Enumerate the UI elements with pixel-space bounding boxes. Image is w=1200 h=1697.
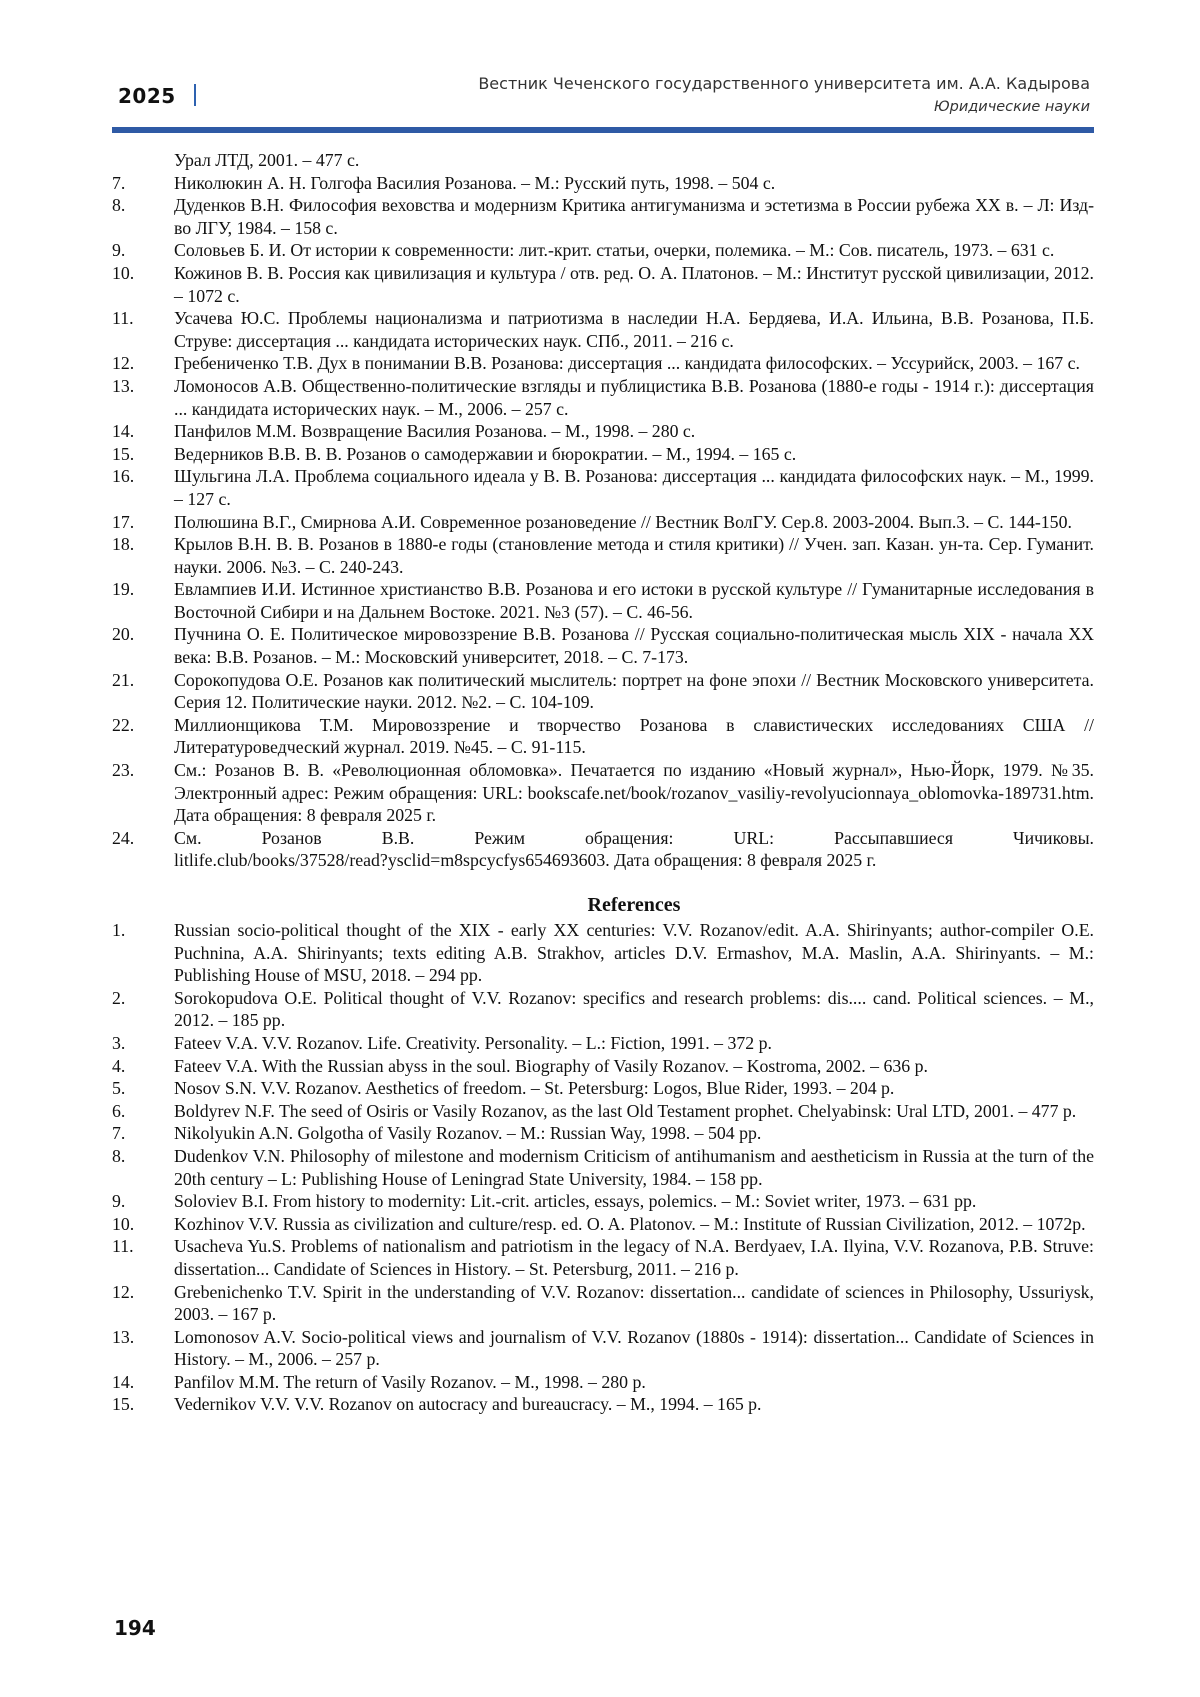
entry-text: Шульгина Л.А. Проблема социального идеала у В. В. Розанова: диссертация ... кандидата философских наук. – М., 1999. – 127 с. (174, 465, 1094, 510)
entry-number: 8. (112, 194, 174, 239)
literature-entry (112, 239, 1094, 262)
entry-number: 9. (112, 1190, 174, 1213)
entry-number: 19. (112, 578, 174, 623)
entry-number: 22. (112, 714, 174, 759)
entry-number: 13. (112, 1326, 174, 1371)
entry-number: 16. (112, 465, 174, 510)
header-rule (112, 127, 1094, 133)
literature-list (112, 172, 1094, 827)
entry-text: Soloviev B.I. From history to modernity: Lit.-crit. articles, essays, polemics. – M.: Soviet writer, 1973. – 631 pp. (174, 1190, 1094, 1213)
entry-number: 3. (112, 1032, 174, 1055)
entry-number: 21. (112, 669, 174, 714)
entry-number: 7. (112, 172, 174, 195)
entry-number: 6. (112, 1100, 174, 1123)
literature-entry (112, 262, 1094, 307)
entry-text: Дуденков В.Н. Философия веховства и модернизм Критика антигуманизма и эстетизма в России рубежа XX в. – Л: Изд-во ЛГУ, 1984. – 158 с. (174, 194, 1094, 239)
reference-entry (112, 919, 1094, 987)
reference-entry (112, 1190, 1094, 1213)
entry-number: 9. (112, 239, 174, 262)
entry-number: 11. (112, 307, 174, 352)
entry-text: Kozhinov V.V. Russia as civilization and culture/resp. ed. O. A. Platonov. – M.: Institute of Russian Civilization, 2012. – 1072p. (174, 1213, 1094, 1236)
literature-entry (112, 623, 1094, 668)
entry-number: 11. (112, 1235, 174, 1280)
year-divider (194, 84, 196, 106)
reference-entry (112, 1213, 1094, 1236)
journal-section: Юридические науки (690, 99, 1090, 115)
literature-entry (112, 578, 1094, 623)
entry-text: Usacheva Yu.S. Problems of nationalism and patriotism in the legacy of N.A. Berdyaev, I.A. Ilyina, V.V. Rozanova, P.B. Struve: dissertation... Candidate of Sciences in History. – St. Petersburg, 2011. – 216 p. (174, 1235, 1094, 1280)
literature-entry (112, 194, 1094, 239)
entry-text: Nosov S.N. V.V. Rozanov. Aesthetics of freedom. – St. Petersburg: Logos, Blue Rider, 1993. – 204 p. (174, 1077, 1094, 1100)
entry-number: 10. (112, 1213, 174, 1236)
entry-number: 24. (112, 827, 174, 850)
entry-text: Соловьев Б. И. От истории к современности: лит.-крит. статьи, очерки, полемика. – М.: Сов. писатель, 1973. – 631 с. (174, 239, 1094, 262)
literature-entry (112, 827, 1094, 850)
entry-text: Sorokopudova O.E. Political thought of V.V. Rozanov: specifics and research problems: dis.... cand. Political sciences. – M., 2012. – 185 pp. (174, 987, 1094, 1032)
entry-text: Крылов В.Н. В. В. Розанов в 1880-е годы (становление метода и стиля критики) // Учен. зап. Казан. ун-та. Сер. Гуманит. науки. 2006. №3. – С. 240-243. (174, 533, 1094, 578)
entry-number: 13. (112, 375, 174, 420)
entry-number: 12. (112, 1281, 174, 1326)
journal-year: 2025 (118, 84, 176, 108)
entry-text: Пучнина О. Е. Политическое мировоззрение В.В. Розанова // Русская социально-политическая мысль XIX - начала XX века: В.В. Розанов. – М.: Московский университет, 2018. – С. 7-173. (174, 623, 1094, 668)
entry-number: 5. (112, 1077, 174, 1100)
entry-number: 2. (112, 987, 174, 1032)
entry-number: 14. (112, 420, 174, 443)
entry-text: Миллионщикова Т.М. Мировоззрение и творчество Розанова в славистических исследованиях США // Литературоведческий журнал. 2019. №45. – С. 91-115. (174, 714, 1094, 759)
references-heading: References (174, 893, 1094, 917)
literature-entry (112, 443, 1094, 466)
entry-text: См.: Розанов В. В. «Революционная обломовка». Печатается по изданию «Новый журнал», Нью-Йорк, 1979. №35. Электронный адрес: Режим обращения: URL: bookscafe.net/book/rozanov_vasiliy-revolyucionnaya_oblomovka-189731.htm. Дата обращения: 8 февраля 2025 г. (174, 759, 1094, 827)
literature-entry (112, 420, 1094, 443)
journal-title: Вестник Чеченского государственного университета им. А.А. Кадырова (330, 74, 1090, 93)
entry-number: 8. (112, 1145, 174, 1190)
entry-text: Boldyrev N.F. The seed of Osiris or Vasily Rozanov, as the last Old Testament prophet. Chelyabinsk: Ural LTD, 2001. – 477 p. (174, 1100, 1094, 1123)
reference-entry (112, 1032, 1094, 1055)
entry-number: 15. (112, 1393, 174, 1416)
entry-text: Panfilov M.M. The return of Vasily Rozanov. – M., 1998. – 280 p. (174, 1371, 1094, 1394)
entry-text: Кожинов В. В. Россия как цивилизация и культура / отв. ред. О. А. Платонов. – М.: Институт русской цивилизации, 2012. – 1072 с. (174, 262, 1094, 307)
entry-text: Панфилов М.М. Возвращение Василия Розанова. – М., 1998. – 280 с. (174, 420, 1094, 443)
reference-entry (112, 1077, 1094, 1100)
entry-number: 18. (112, 533, 174, 578)
entry-text: Lomonosov A.V. Socio-political views and journalism of V.V. Rozanov (1880s - 1914): dissertation... Candidate of Sciences in History. – M., 2006. – 257 p. (174, 1326, 1094, 1371)
literature-entry (112, 465, 1094, 510)
entry-number: 20. (112, 623, 174, 668)
continuation-line: Урал ЛТД, 2001. – 477 с. (112, 149, 1094, 172)
literature-entry (112, 669, 1094, 714)
entry-text: См. Розанов В.В. Режим обращения: URL: Рассыпавшиеся Чичиковы. (174, 827, 1094, 850)
entry-text: Fateev V.A. With the Russian abyss in the soul. Biography of Vasily Rozanov. – Kostroma, 2002. – 636 p. (174, 1055, 1094, 1078)
entry-text: Николюкин А. Н. Голгофа Василия Розанова. – М.: Русский путь, 1998. – 504 с. (174, 172, 1094, 195)
entry-text: Ломоносов А.В. Общественно-политические взгляды и публицистика В.В. Розанова (1880-е годы - 1914 г.): диссертация ... кандидата исторических наук. – М., 2006. – 257 с. (174, 375, 1094, 420)
references-list (112, 919, 1094, 1416)
reference-entry (112, 1122, 1094, 1145)
entry-text-continuation: litlife.club/books/37528/read?ysclid=m8spcycfys654693603. Дата обращения: 8 февраля 2025 г. (112, 849, 1094, 872)
page-content (112, 149, 1094, 1416)
reference-entry (112, 987, 1094, 1032)
entry-number: 1. (112, 919, 174, 987)
entry-text: Dudenkov V.N. Philosophy of milestone and modernism Criticism of antihumanism and aestheticism in Russia at the turn of the 20th century – L: Publishing House of Leningrad State University, 1984. – 158 pp. (174, 1145, 1094, 1190)
literature-entry (112, 759, 1094, 827)
reference-entry (112, 1145, 1094, 1190)
entry-text: Fateev V.A. V.V. Rozanov. Life. Creativity. Personality. – L.: Fiction, 1991. – 372 p. (174, 1032, 1094, 1055)
entry-text: Сорокопудова О.Е. Розанов как политический мыслитель: портрет на фоне эпохи // Вестник Московского университета. Серия 12. Политические науки. 2012. №2. – С. 104-109. (174, 669, 1094, 714)
entry-text: Гребениченко Т.В. Дух в понимании В.В. Розанова: диссертация ... кандидата философских. – Уссурийск, 2003. – 167 с. (174, 352, 1094, 375)
literature-entry (112, 533, 1094, 578)
literature-entry (112, 511, 1094, 534)
entry-text: Russian socio-political thought of the XIX - early XX centuries: V.V. Rozanov/edit. A.A. Shirinyants; author-compiler O.E. Puchnina, A.A. Shirinyants; texts editing A.B. Strakhov, articles D.V. Ermashov, M.A. Maslin, A.A. Shirinyants. – M.: Publishing House of MSU, 2018. – 294 pp. (174, 919, 1094, 987)
entry-text: Усачева Ю.С. Проблемы национализма и патриотизма в наследии Н.А. Бердяева, И.А. Ильина, В.В. Розанова, П.Б. Струве: диссертация ... кандидата исторических наук. СПб., 2011. – 216 с. (174, 307, 1094, 352)
entry-text: Grebenichenko T.V. Spirit in the understanding of V.V. Rozanov: dissertation... candidate of sciences in Philosophy, Ussuriysk, 2003. – 167 p. (174, 1281, 1094, 1326)
entry-text: Vedernikov V.V. V.V. Rozanov on autocracy and bureaucracy. – M., 1994. – 165 p. (174, 1393, 1094, 1416)
reference-entry (112, 1100, 1094, 1123)
entry-text: Евлампиев И.И. Истинное христианство В.В. Розанова и его истоки в русской культуре // Гуманитарные исследования в Восточной Сибири и на Дальнем Востоке. 2021. №3 (57). – С. 46-56. (174, 578, 1094, 623)
literature-entry (112, 172, 1094, 195)
entry-number: 12. (112, 352, 174, 375)
entry-number: 7. (112, 1122, 174, 1145)
reference-entry (112, 1326, 1094, 1371)
reference-entry (112, 1235, 1094, 1280)
reference-entry (112, 1055, 1094, 1078)
entry-text: Ведерников В.В. В. В. Розанов о самодержавии и бюрократии. – М., 1994. – 165 с. (174, 443, 1094, 466)
entry-text: Полюшина В.Г., Смирнова А.И. Современное розановедение // Вестник ВолГУ. Сер.8. 2003-2004. Вып.3. – С. 144-150. (174, 511, 1094, 534)
literature-entry (112, 307, 1094, 352)
entry-number: 10. (112, 262, 174, 307)
entry-number: 4. (112, 1055, 174, 1078)
entry-number: 23. (112, 759, 174, 827)
page-number: 194 (114, 1616, 156, 1640)
entry-text: Nikolyukin A.N. Golgotha of Vasily Rozanov. – M.: Russian Way, 1998. – 504 pp. (174, 1122, 1094, 1145)
literature-entry (112, 352, 1094, 375)
entry-number: 15. (112, 443, 174, 466)
entry-number: 17. (112, 511, 174, 534)
literature-entry (112, 714, 1094, 759)
reference-entry (112, 1281, 1094, 1326)
literature-entry (112, 375, 1094, 420)
reference-entry (112, 1393, 1094, 1416)
entry-number: 14. (112, 1371, 174, 1394)
reference-entry (112, 1371, 1094, 1394)
